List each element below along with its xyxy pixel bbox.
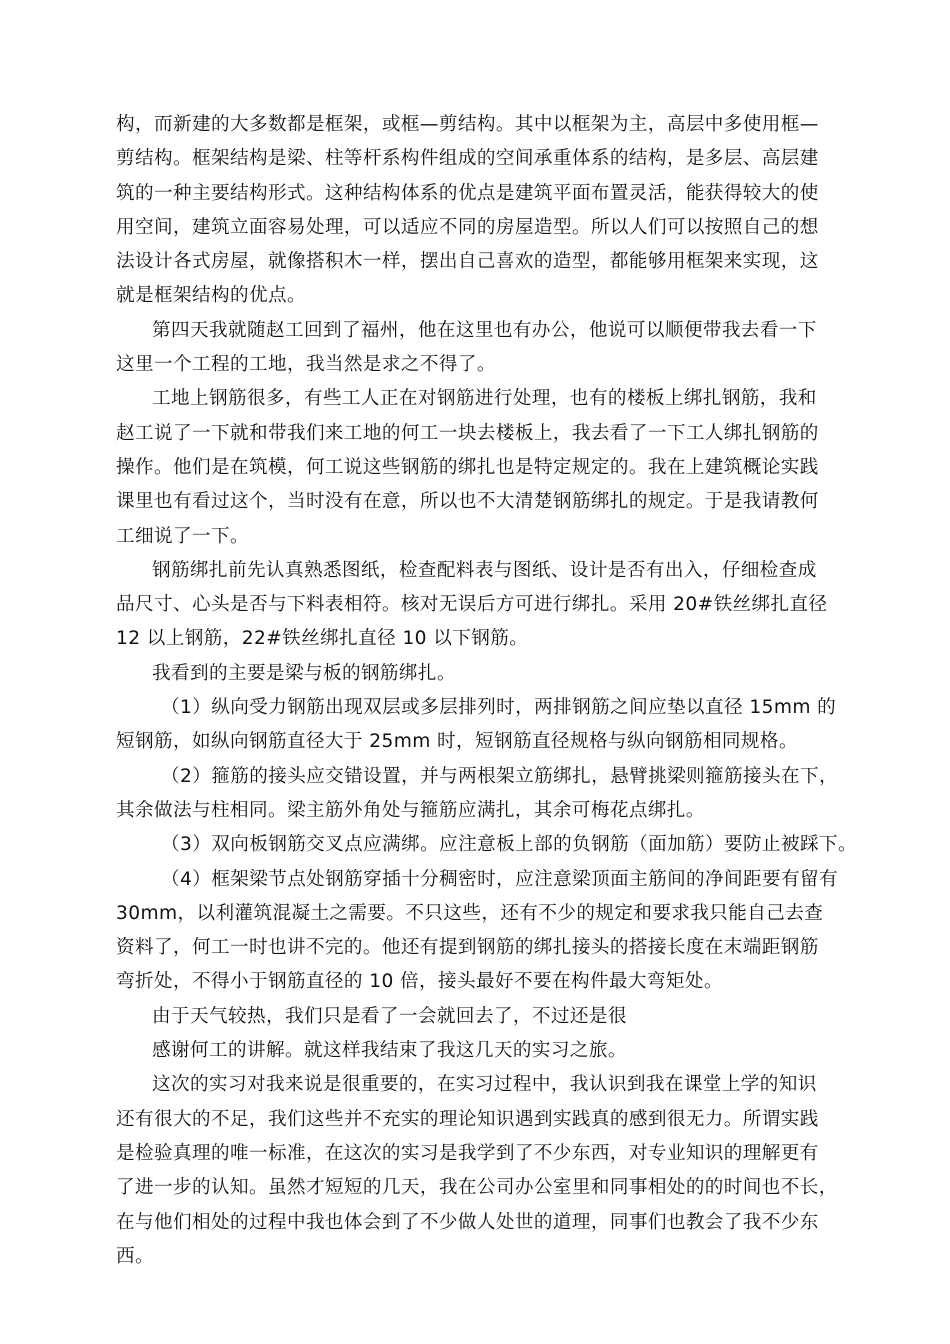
list-item-line: （4）框架梁节点处钢筋穿插十分稠密时，应注意梁顶面主筋间的净间距要有留有 [161,868,839,890]
text-line: 其余做法与柱相同。梁主筋外角处与箍筋应满扎，其余可梅花点绑扎。 [116,799,705,821]
text-line: 筑的一种主要结构形式。这种结构体系的优点是建筑平面布置灵活，能获得较大的使 [116,182,819,204]
text-line: 西。 [116,1245,154,1267]
list-item-line: （3）双向板钢筋交叉点应满绑。应注意板上部的负钢筋（面加筋）要防止被踩下。 [161,834,858,856]
text-line: 用空间，建筑立面容易处理，可以适应不同的房屋造型。所以人们可以按照自己的想 [116,216,819,238]
paragraph-start-line: 第四天我就随赵工回到了福州，他在这里也有办公，他说可以顺便带我去看一下 [152,319,817,341]
text-line: 就是框架结构的优点。 [116,285,306,307]
text-line: 剪结构。框架结构是梁、柱等杆系构件组成的空间承重体系的结构，是多层、高层建 [116,148,819,170]
text-line: 赵工说了一下就和带我们来工地的何工一块去楼板上，我去看了一下工人绑扎钢筋的 [116,422,819,444]
text-line: 弯折处，不得小于钢筋直径的 10 倍，接头最好不要在构件最大弯矩处。 [116,971,723,993]
paragraph-start-line: 钢筋绑扎前先认真熟悉图纸，检查配料表与图纸、设计是否有出入，仔细检查成 [152,559,817,581]
text-line: 30mm，以利灌筑混凝土之需要。不只这些，还有不少的规定和要求我只能自己去查 [116,902,824,924]
paragraph-start-line: 工地上钢筋很多，有些工人正在对钢筋进行处理，也有的楼板上绑扎钢筋，我和 [152,388,817,410]
text-line: 在与他们相处的过程中我也体会到了不少做人处世的道理，同事们也教会了我不少东 [116,1211,819,1233]
body-text [116,108,856,1274]
text-line: 12 以上钢筋，22#铁丝绑扎直径 10 以下钢筋。 [116,628,529,650]
text-line: 资料了，何工一时也讲不完的。他还有提到钢筋的绑扎接头的搭接长度在末端距钢筋 [116,937,819,959]
list-item-line: （1）纵向受力钢筋出现双层或多层排列时，两排钢筋之间应垫以直径 15mm 的 [161,697,837,719]
text-line: 课里也有看过这个，当时没有在意，所以也不大清楚钢筋绑扎的规定。于是我请教何 [116,491,819,513]
paragraph-start-line: 我看到的主要是梁与板的钢筋绑扎。 [152,662,456,684]
text-line: 这里一个工程的工地，我当然是求之不得了。 [116,354,496,376]
paragraph-start-line: 由于天气较热，我们只是看了一会就回去了，不过还是很 [152,1005,627,1027]
text-line: 短钢筋，如纵向钢筋直径大于 25mm 时，短钢筋直径规格与纵向钢筋相同规格。 [116,731,798,753]
paragraph-start-line: 感谢何工的讲解。就这样我结束了我这几天的实习之旅。 [152,1040,627,1062]
text-line: 是检验真理的唯一标准，在这次的实习是我学到了不少东西，对专业知识的理解更有 [116,1142,819,1164]
text-line: 构，而新建的大多数都是框架，或框—剪结构。其中以框架为主，高层中多使用框— [116,114,819,135]
text-line: 工细说了一下。 [116,525,249,547]
text-line: 还有很大的不足，我们这些并不充实的理论知识遇到实践真的感到很无力。所谓实践 [116,1108,819,1130]
text-line: 品尺寸、心头是否与下料表相符。核对无误后方可进行绑扎。采用 20#铁丝绑扎直径 [116,594,828,616]
text-line: 了进一步的认知。虽然才短短的几天，我在公司办公室里和同事相处的的时间也不长， [116,1177,838,1199]
text-line: 法设计各式房屋，就像搭积木一样，摆出自己喜欢的造型，都能够用框架来实现，这 [116,251,819,273]
list-item-line: （2）箍筋的接头应交错设置，并与两根架立筋绑扎，悬臂挑梁则箍筋接头在下， [161,765,839,787]
text-line: 操作。他们是在筑模，何工说这些钢筋的绑扎也是特定规定的。我在上建筑概论实践 [116,456,819,478]
paragraph-start-line: 这次的实习对我来说是很重要的，在实习过程中，我认识到我在课堂上学的知识 [152,1074,817,1096]
